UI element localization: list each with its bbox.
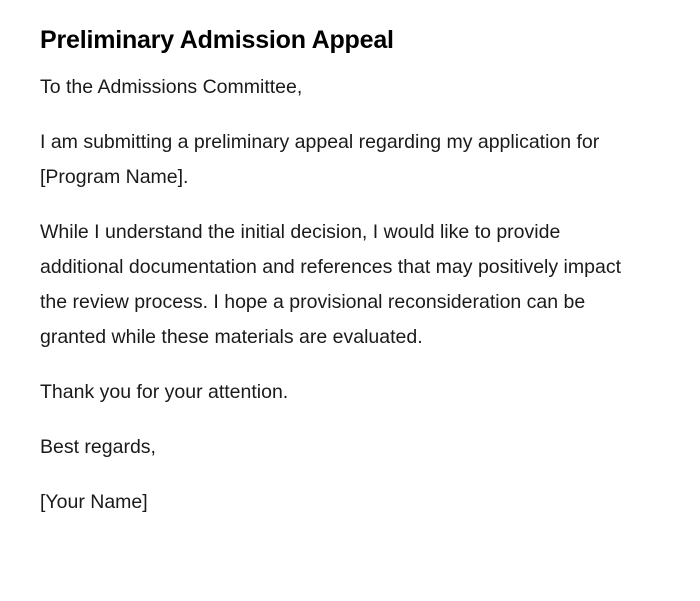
- letter-document: [40, 22, 640, 540]
- salutation: To the Admissions Committee,: [40, 76, 303, 98]
- closing-thanks: Thank you for your attention.: [40, 381, 289, 403]
- body-paragraph-intro: I am submitting a preliminary appeal regarding my application for [Program Name].: [40, 131, 600, 188]
- sign-off: Best regards,: [40, 436, 156, 458]
- signature-placeholder: [Your Name]: [40, 491, 148, 513]
- letter-title: Preliminary Admission Appeal: [40, 26, 394, 54]
- body-paragraph-details: While I understand the initial decision, I would like to provide additional documentation and references that may positively impact the review process. I hope a provisional reconsideration can be granted while these materials are evaluated.: [40, 221, 621, 348]
